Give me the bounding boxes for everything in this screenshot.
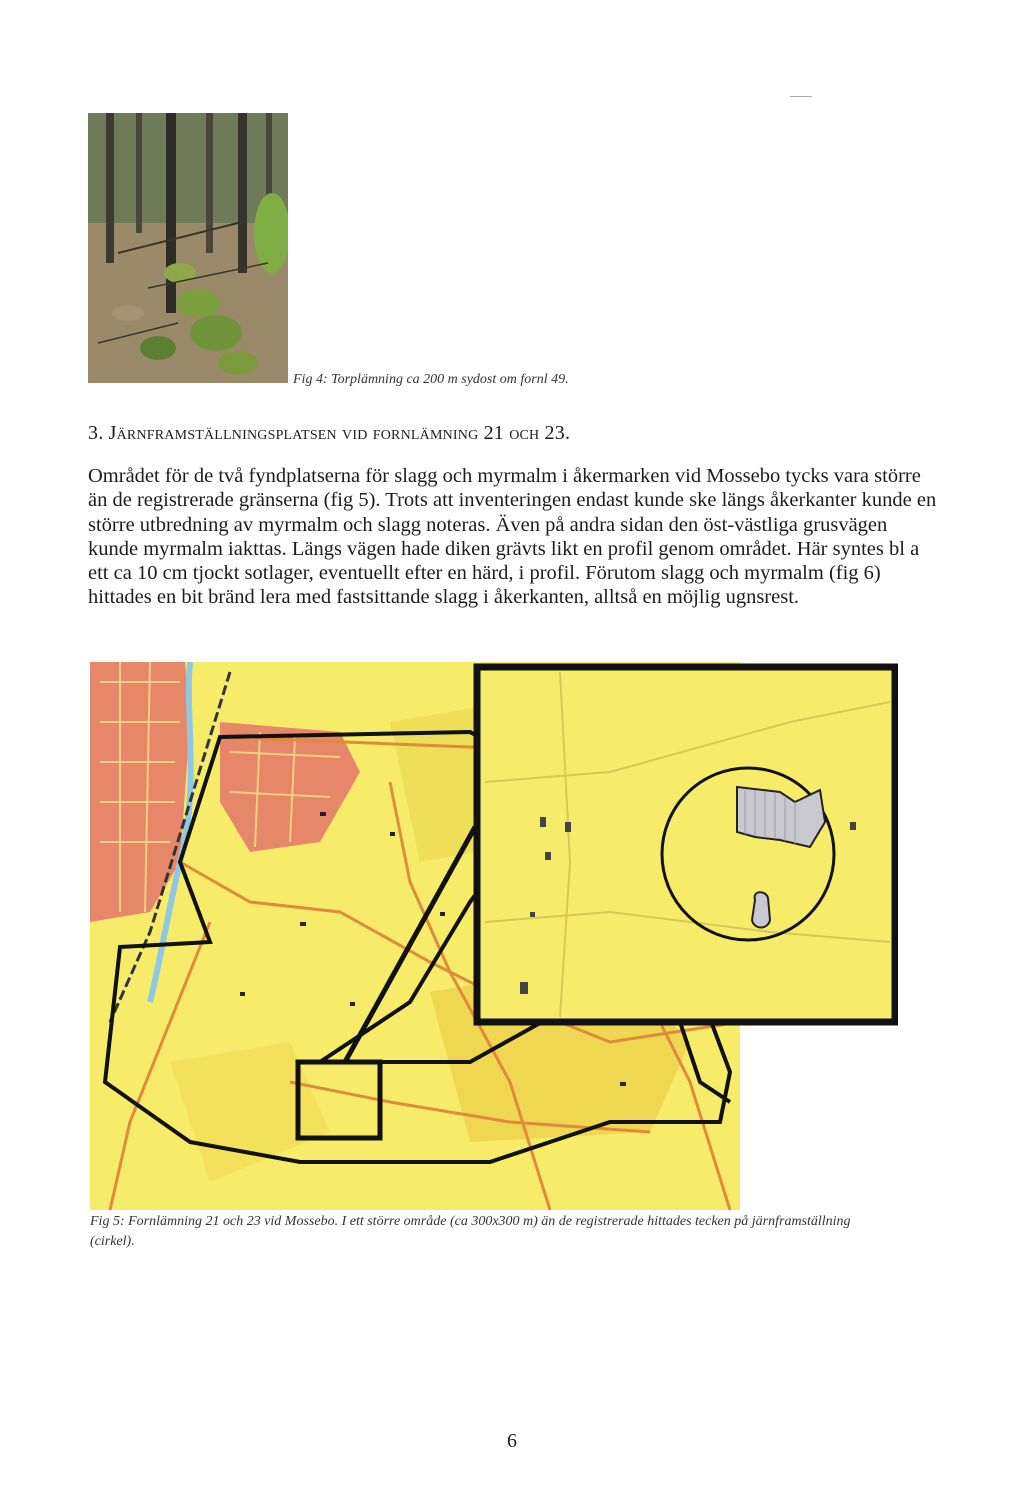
section-heading xyxy=(88,422,570,445)
section-title: Järnframställningsplatsen vid fornlämning 21 och 23. xyxy=(108,422,571,444)
page-number: 6 xyxy=(507,1430,517,1452)
body-paragraph: Området för de två fyndplatserna för slagg och myrmalm i åkermarken vid Mossebo tycks vara större än de registrerade gränserna (fig 5). Trots att inventeringen endast kunde ske längs åkerkanter kunde en större utbredning av myrmalm och slagg noteras. Även på andra sidan den öst-västliga grusvägen kunde myrmalm iakttas. Längs vägen hade diken grävts likt en profil genom området. Här syntes bl a ett ca 10 cm tjockt sotlager, eventuellt efter en härd, i profil. Förutom slagg och myrmalm (fig 6) hittades en bit bränd lera med fastsittande slagg i åkerkanten, alltså en möjlig ugnsrest. xyxy=(88,465,937,609)
figure-5-caption: Fig 5: Fornlämning 21 och 23 vid Mossebo. I ett större område (ca 300x300 m) än de registrerade hittades tecken på järnframställning (cirkel). xyxy=(90,1214,851,1249)
figure-4-caption: Fig 4: Torplämning ca 200 m sydost om fornl 49. xyxy=(293,372,569,387)
forest-photo xyxy=(88,113,288,383)
section-number: 3. xyxy=(88,422,104,444)
scan-mark xyxy=(790,96,812,97)
site-map xyxy=(90,662,898,1210)
